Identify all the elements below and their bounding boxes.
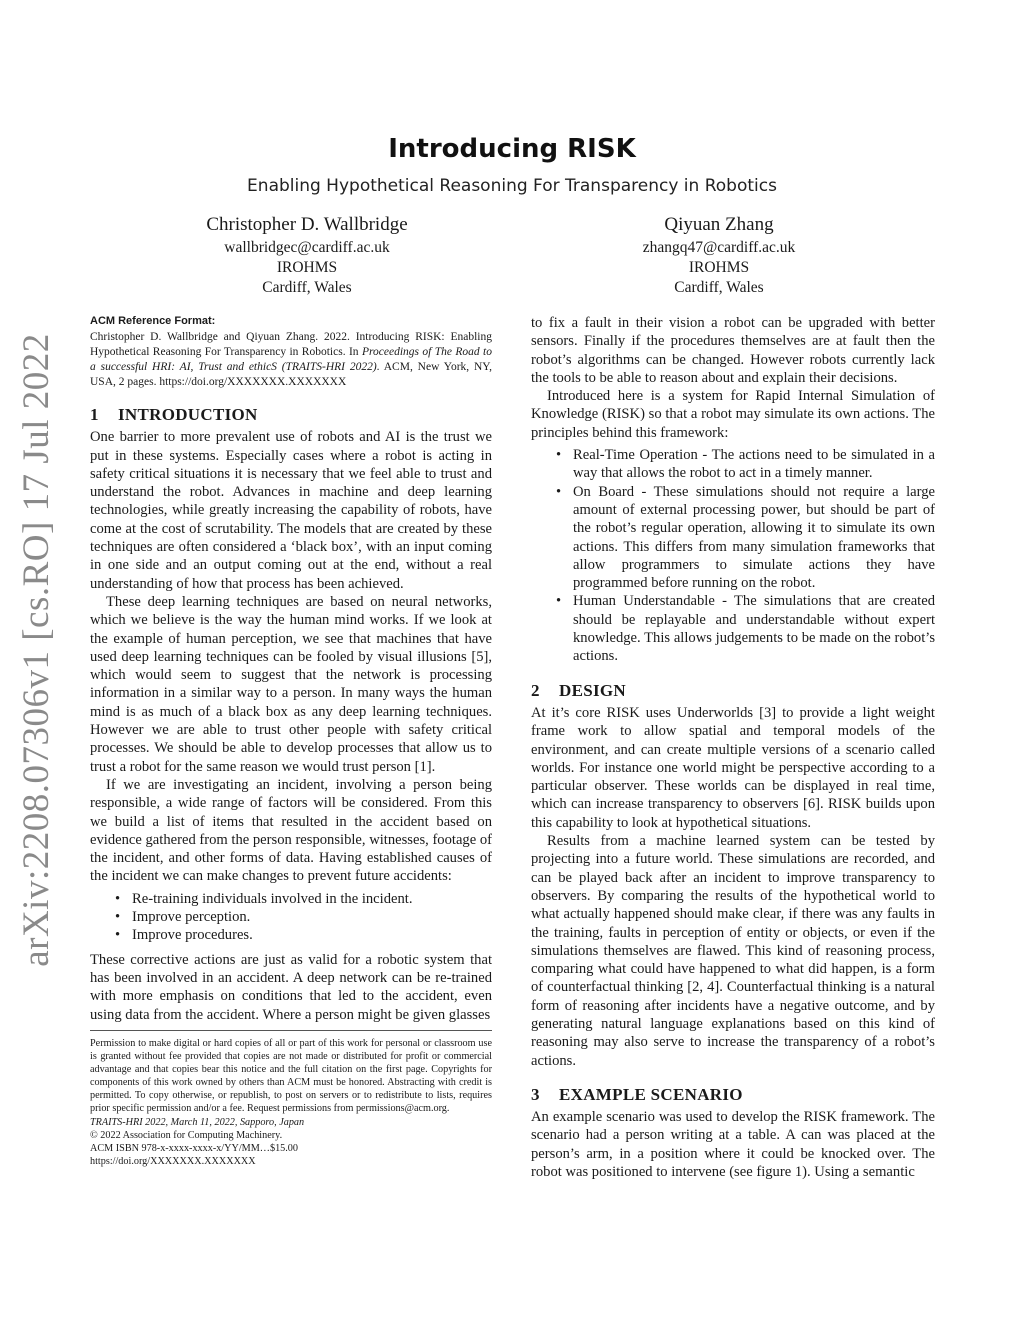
author-location: Cardiff, Wales bbox=[262, 279, 352, 296]
corrective-actions-list bbox=[90, 890, 492, 945]
author-location: Cardiff, Wales bbox=[674, 279, 764, 296]
paragraph: If we are investigating an incident, involving a person being responsible, a wide range of factors will be considered. From this we build a list of items that resulted in the accident based on evidence gathered from the person responsible, witnesses, footage of the incident, and other forms of data. Having established causes of the incident we can make changes to prevent future accidents: bbox=[90, 776, 493, 885]
list-item: • Human Understandable - The simulations that are created should be replayable and understandable without expert knowledge. This allows judgements to be made on the robot’s actions. bbox=[556, 593, 935, 665]
paragraph: One barrier to more prevalent use of robots and AI is the trust we put in these systems. Especially cases where a robot is acting in safety critical situations it is necessary that we feel able to trust and understand the robot. Advances in machine and deep learning technologies, while greatly increasing the capability of robots, have come at the cost of scrutability. The models that are created by these techniques are often considered a ‘black box’, with an input coming in one side and an output coming out at the end, without a real understanding of how that process has been achieved. bbox=[90, 429, 492, 592]
right-column bbox=[531, 314, 935, 1181]
list-item: • On Board - These simulations should not require a large amount of external processing power, but should be part of the robot’s regular operation, allowing it to simulate its own actions. This differs from many simulation frameworks that allow programmers to simulate actions they have programmed before running on the robot. bbox=[556, 483, 935, 592]
doi-link[interactable]: https://doi.org/XXXXXXX.XXXXXXX bbox=[90, 1155, 256, 1167]
author-email: wallbridgec@cardiff.ac.uk bbox=[224, 239, 390, 256]
acm-reference-text: Christopher D. Wallbridge and Qiyuan Zhang. 2022. Introducing RISK: Enabling Hypothetical Reasoning For Transparency in Robotics. In Proceedings of The Road to a successful HRI: AI, Trust and ethicS (TRAITS-HRI 2022). ACM, New York, NY, USA, 2 pages. https://doi.org/XXXXXXX.XXXXXXX bbox=[90, 331, 492, 388]
list-item: • Improve procedures. bbox=[115, 927, 253, 944]
section-heading-introduction: 1 INTRODUCTION bbox=[90, 405, 258, 424]
author-org: IROHMS bbox=[276, 259, 338, 276]
paragraph: Results from a machine learned system can be tested by projecting into a future world. These simulations are recorded, and can be played back after an incident to improve transparency to observers. By comparing the results of the hypothetical world to what actually happened should make clear, if there was any faults in the training, faults in perception of entity or objects, or even if the simulations themselves are flawed. This kind of reasoning process, comparing what could have happened to what did happen, is a form of counterfactual thinking [2, 4]. Counterfactual thinking is a natural form of reasoning after incidents have a negative outcome, and by generating natural language explanations based on this kind of reasoning may also serve to increase the transparency of a robot’s actions. bbox=[531, 833, 935, 1069]
section-heading-example-scenario: 3 EXAMPLE SCENARIO bbox=[531, 1084, 743, 1104]
author-name: Qiyuan Zhang bbox=[664, 214, 774, 235]
permission-footnote bbox=[90, 1030, 492, 1168]
principles-list bbox=[531, 446, 935, 666]
permission-text: Permission to make digital or hard copies of all or part of this work for personal or classroom use is granted without fee provided that copies are not made or distributed for profit or commercial advantage and that copies bear this notice and the full citation on the first page. Copyrights for components of this work owned by others than ACM must be honored. Abstracting with credit is permitted. To copy otherwise, or republish, to post on servers or to redistribute to lists, requires prior specific permission and/or a fee. Request permissions from permissions@acm.org. bbox=[90, 1038, 492, 1115]
venue-text: TRAITS-HRI 2022, March 11, 2022, Sapporo, Japan bbox=[90, 1116, 305, 1128]
left-column bbox=[90, 314, 492, 1024]
paper-subtitle: Enabling Hypothetical Reasoning For Transparency in Robotics bbox=[247, 176, 777, 196]
list-item: • Re-training individuals involved in the incident. bbox=[115, 890, 413, 907]
author-block-2 bbox=[569, 212, 869, 298]
author-org: IROHMS bbox=[688, 259, 750, 276]
arxiv-identifier: arXiv:2208.07306v1 [cs.RO] 17 Jul 2022 bbox=[16, 333, 57, 967]
paper-title: Introducing RISK bbox=[388, 134, 636, 164]
paragraph: These deep learning techniques are based on neural networks, which we believe is the way the human mind works. If we look at the example of human perception, we see that machines that have used deep learning techniques can be fooled by visual illusions [5], which would seem to suggest that the network is processing information in a similar way to a person. In many ways the human mind is as much of a black box as any deep learning techniques. However we are able to trust other people with safety critical processes. We should be able to develop processes that allow us to trust a robot for the same reason we would trust person [1]. bbox=[90, 593, 492, 775]
author-name: Christopher D. Wallbridge bbox=[206, 214, 408, 235]
list-item: • Improve perception. bbox=[115, 909, 251, 926]
author-block-1 bbox=[157, 212, 457, 298]
acm-reference-heading: ACM Reference Format: bbox=[90, 315, 216, 327]
paragraph: These corrective actions are just as valid for a robotic system that has been involved in an accident. A deep network can be re-trained with more emphasis on conditions that led to the accident, even using data from the accident. Where a person might be given glasses bbox=[90, 951, 492, 1023]
paragraph: to fix a fault in their vision a robot can be upgraded with better sensors. Finally if the procedures themselves are at fault then the robot’s algorithms can be changed. However robots currently lack the tools to be able to reason about and explain their decisions. bbox=[531, 315, 935, 386]
paragraph: At it’s core RISK uses Underworlds [3] to provide a light weight frame work to allow spatial and temporal models of the environment, and can create multiple versions of a scenario called worlds. For instance one world might be perspective according to a particular observer. These worlds can be displayed in real time, which can increase transparency to observers [6]. RISK builds upon this capability to look at hypothetical situations. bbox=[531, 704, 935, 831]
section-heading-design: 2 DESIGN bbox=[531, 680, 626, 700]
copyright-text: © 2022 Association for Computing Machinery. bbox=[90, 1129, 283, 1141]
isbn-text: ACM ISBN 978-x-xxxx-xxxx-x/YY/MM…$15.00 bbox=[90, 1142, 298, 1154]
paragraph: An example scenario was used to develop the RISK framework. The scenario had a person writing at a table. A can was placed at the person’s arm, in a position where it could be knocked over. The robot was positioned to intervene (see figure 1). Using a semantic bbox=[531, 1109, 935, 1181]
paragraph: Introduced here is a system for Rapid Internal Simulation of Knowledge (RISK) so that a robot may simulate its own actions. The principles behind this framework: bbox=[531, 388, 935, 441]
author-email: zhangq47@cardiff.ac.uk bbox=[642, 239, 796, 256]
list-item: • Real-Time Operation - The actions need to be simulated in a way that allows the robot to act in a timely manner. bbox=[556, 447, 935, 482]
